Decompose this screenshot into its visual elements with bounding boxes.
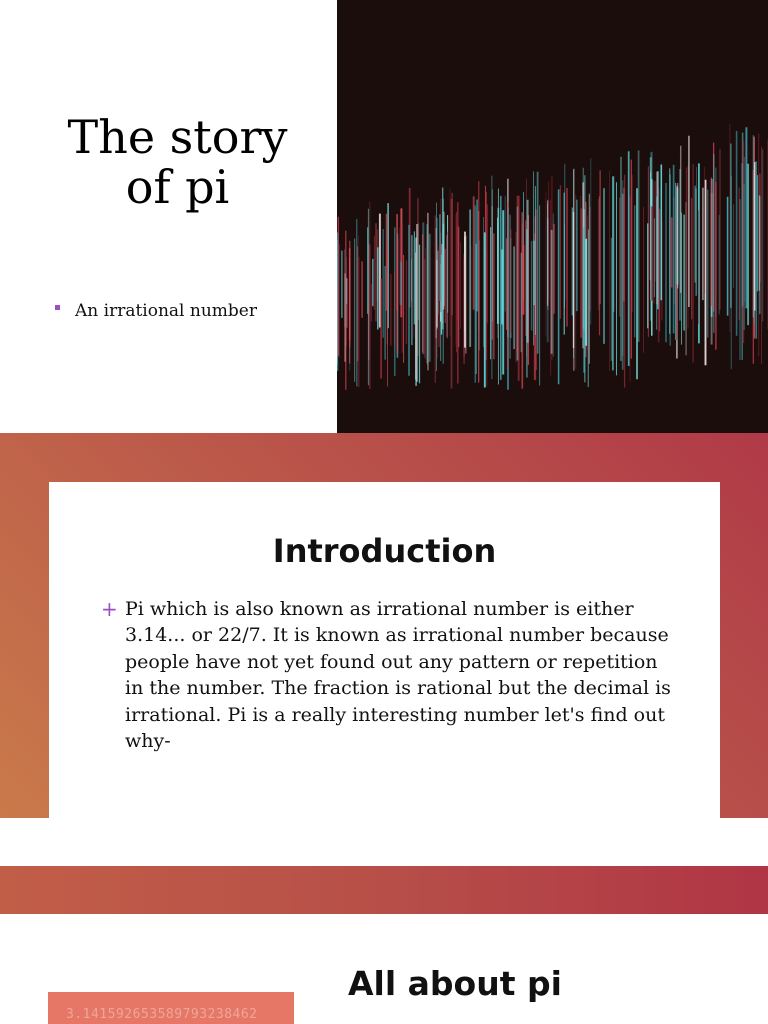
subtitle-text: An irrational number bbox=[75, 301, 257, 321]
intro-paragraph: Pi which is also known as irrational number is either 3.14... or 22/7. It is known as irrational number because people have not yet found out any pattern or repetition in the number. The fraction is rational but the decimal is irrational. Pi is a really interesting number let's find out why- bbox=[125, 598, 671, 753]
slide-title bbox=[0, 0, 768, 433]
header-band bbox=[0, 866, 768, 914]
slide-gap bbox=[0, 818, 768, 866]
slide-all-about-pi bbox=[0, 866, 768, 1024]
all-about-pi-heading: All about pi bbox=[348, 964, 562, 1003]
abstract-light-streaks-image bbox=[337, 0, 768, 433]
light-streaks-graphic bbox=[337, 0, 768, 433]
slide-title-heading bbox=[20, 112, 335, 212]
slide-introduction bbox=[0, 433, 768, 818]
title-panel bbox=[0, 0, 337, 433]
pi-digits-image bbox=[48, 992, 294, 1024]
plus-bullet-icon: + bbox=[101, 597, 118, 621]
intro-bullet bbox=[101, 596, 681, 754]
title-line-1: The story bbox=[67, 110, 288, 164]
subtitle-bullet bbox=[55, 301, 257, 321]
pi-digits-text: 3.141592653589793238462 bbox=[66, 1007, 258, 1022]
bullet-square-icon bbox=[55, 305, 60, 310]
content-card bbox=[49, 482, 720, 818]
title-line-2: of pi bbox=[125, 160, 230, 214]
introduction-heading: Introduction bbox=[272, 532, 497, 570]
